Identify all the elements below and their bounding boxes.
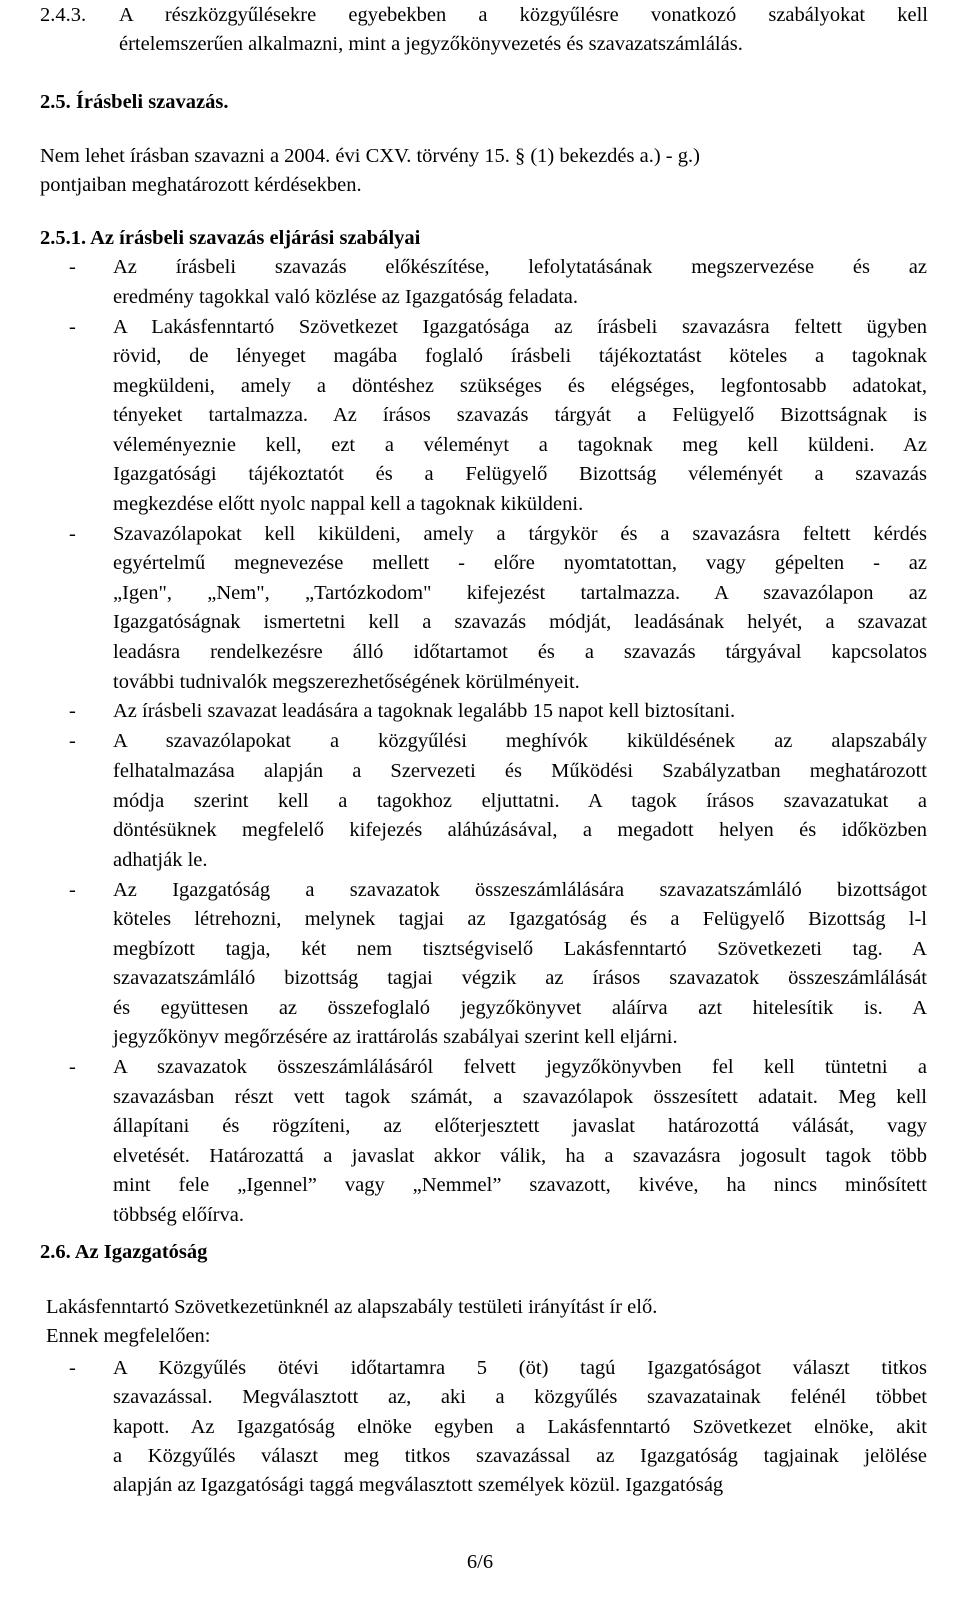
bullet-line: megküldeni, amely a döntéshez szükséges és elégséges, legfontosabb adatokat,	[113, 374, 927, 397]
bullet-dash: -	[69, 878, 76, 901]
bullet-line: módja szerint kell a tagokhoz eljuttatni. A tagok írásos szavazatukat a	[113, 789, 927, 812]
paragraph-line: Nem lehet írásban szavazni a 2004. évi CXV. törvény 15. § (1) bekezdés a.) - g.)	[40, 145, 700, 167]
bullet-line: A Lakásfenntartó Szövetkezet Igazgatósága az írásbeli szavazásra feltett ügyben	[113, 315, 927, 338]
bullet-dash: -	[69, 315, 76, 338]
bullet-line: a Közgyűlés választ meg titkos szavazással az Igazgatóság tagjainak jelölése	[113, 1444, 927, 1467]
bullet-line: döntésüknek megfelelő kifejezés aláhúzásával, a megadott helyen és időközben	[113, 819, 927, 842]
bullet-line: szavazással. Megválasztott az, aki a közgyűlés szavazatainak felénél többet	[113, 1386, 927, 1409]
bullet-dash: -	[69, 700, 76, 723]
bullet-line: A Közgyűlés ötévi időtartamra 5 (öt) tagú Igazgatóságot választ titkos	[113, 1357, 927, 1379]
paragraph-line: Lakásfenntartó Szövetkezetünknél az alapszabály testületi irányítást ír elő.	[46, 1296, 658, 1318]
section-heading: 2.6. Az Igazgatóság	[40, 1241, 208, 1263]
bullet-line: „Igen", „Nem", „Tartózkodom" kifejezést tartalmazza. A szavazólapon az	[113, 581, 927, 604]
bullet-line: további tudnivalók megszerezhetőségének körülményeit.	[113, 670, 580, 693]
paragraph-line: Ennek megfelelően:	[46, 1325, 211, 1347]
bullet-line: adhatják le.	[113, 848, 208, 871]
bullet-line: A szavazatok összeszámlálásáról felvett jegyzőkönyvben fel kell tüntetni a	[113, 1056, 927, 1079]
bullet-line: alapján az Igazgatósági taggá megválasztott személyek közül. Igazgatóság	[113, 1474, 724, 1497]
bullet-line: A szavazólapokat a közgyűlési meghívók kiküldésének az alapszabály	[113, 730, 927, 753]
bullet-line: Az Igazgatóság a szavazatok összeszámlálására szavazatszámláló bizottságot	[113, 878, 927, 901]
bullet-line: elvetését. Határozattá a javaslat akkor válik, ha a szavazásra jogosult tagok több	[113, 1144, 927, 1167]
bullet-line: és együttesen az összefoglaló jegyzőkönyvet aláírva azt hitelesítik is. A	[113, 996, 927, 1019]
bullet-line: egyértelmű megnevezése mellett - előre nyomtatottan, vagy gépelten - az	[113, 552, 927, 575]
bullet-line: szavazásban részt vett tagok számát, a szavazólapok összesített adatait. Meg kell	[113, 1085, 927, 1108]
bullet-line: véleményeznie kell, ezt a véleményt a tagoknak meg kell küldeni. Az	[113, 433, 927, 456]
bullet-line: Szavazólapokat kell kiküldeni, amely a tárgykör és a szavazásra feltett kérdés	[113, 522, 927, 545]
bullet-line: kapott. Az Igazgatóság elnöke egyben a Lakásfenntartó Szövetkezet elnöke, akit	[113, 1415, 927, 1438]
bullet-dash: -	[69, 730, 76, 753]
bullet-line: többség előírva.	[113, 1204, 244, 1226]
bullet-line: köteles létrehozni, melynek tagjai az Igazgatóság és a Felügyelő Bizottság l-l	[113, 908, 927, 931]
bullet-line: eredmény tagokkal való közlése az Igazgatóság feladata.	[113, 285, 579, 308]
paragraph-line: értelemszerűen alkalmazni, mint a jegyzőkönyvezetés és szavazatszámlálás.	[119, 33, 743, 55]
paragraph-line: pontjaiban meghatározott kérdésekben.	[40, 174, 362, 196]
bullet-dash: -	[69, 1357, 76, 1379]
bullet-dash: -	[69, 256, 76, 278]
paragraph-line: A részközgyűlésekre egyebekben a közgyűlésre vonatkozó szabályokat kell	[119, 4, 928, 26]
bullet-dash: -	[69, 522, 76, 545]
section-heading: 2.5. Írásbeli szavazás.	[40, 91, 229, 113]
bullet-line: leadásra rendelkezésre álló időtartamot és a szavazás tárgyával kapcsolatos	[113, 640, 927, 663]
page-number: 6/6	[466, 1551, 494, 1573]
section-heading: 2.5.1. Az írásbeli szavazás eljárási szabályai	[40, 227, 421, 249]
bullet-line: szavazatszámláló bizottság tagjai végzik az írásos szavazatok összeszámlálását	[113, 967, 927, 990]
bullet-line: tényeket tartalmazza. Az írásos szavazás tárgyát a Felügyelő Bizottságnak is	[113, 404, 927, 427]
bullet-line: Igazgatóságnak ismertetni kell a szavazás módját, leadásának helyét, a szavazat	[113, 611, 927, 634]
bullet-line: rövid, de lényeget magába foglaló írásbeli tájékoztatást köteles a tagoknak	[113, 345, 927, 368]
bullet-line: mint fele „Igennel” vagy „Nemmel” szavazott, kivéve, ha nincs minősített	[113, 1174, 927, 1197]
bullet-line: jegyzőkönyv megőrzésére az irattárolás szabályai szerint kell eljárni.	[113, 1026, 678, 1049]
bullet-line: Az írásbeli szavazás előkészítése, lefolytatásának megszervezése és az	[113, 256, 927, 278]
bullet-dash: -	[69, 1056, 76, 1079]
bullet-line: Igazgatósági tájékoztatót és a Felügyelő Bizottság véleményét a szavazás	[113, 463, 927, 486]
bullet-line: megbízott tagja, két nem tisztségviselő Lakásfenntartó Szövetkezeti tag. A	[113, 937, 927, 960]
bullet-line: állapítani és rögzíteni, az előterjesztett javaslat határozottá válását, vagy	[113, 1115, 927, 1138]
bullet-line: felhatalmazása alapján a Szervezeti és Működési Szabályzatban meghatározott	[113, 759, 927, 782]
bullet-line: megkezdése előtt nyolc nappal kell a tagoknak kiküldeni.	[113, 492, 584, 515]
bullet-line: Az írásbeli szavazat leadására a tagoknak legalább 15 napot kell biztosítani.	[113, 700, 736, 723]
section-number: 2.4.3.	[40, 4, 87, 26]
